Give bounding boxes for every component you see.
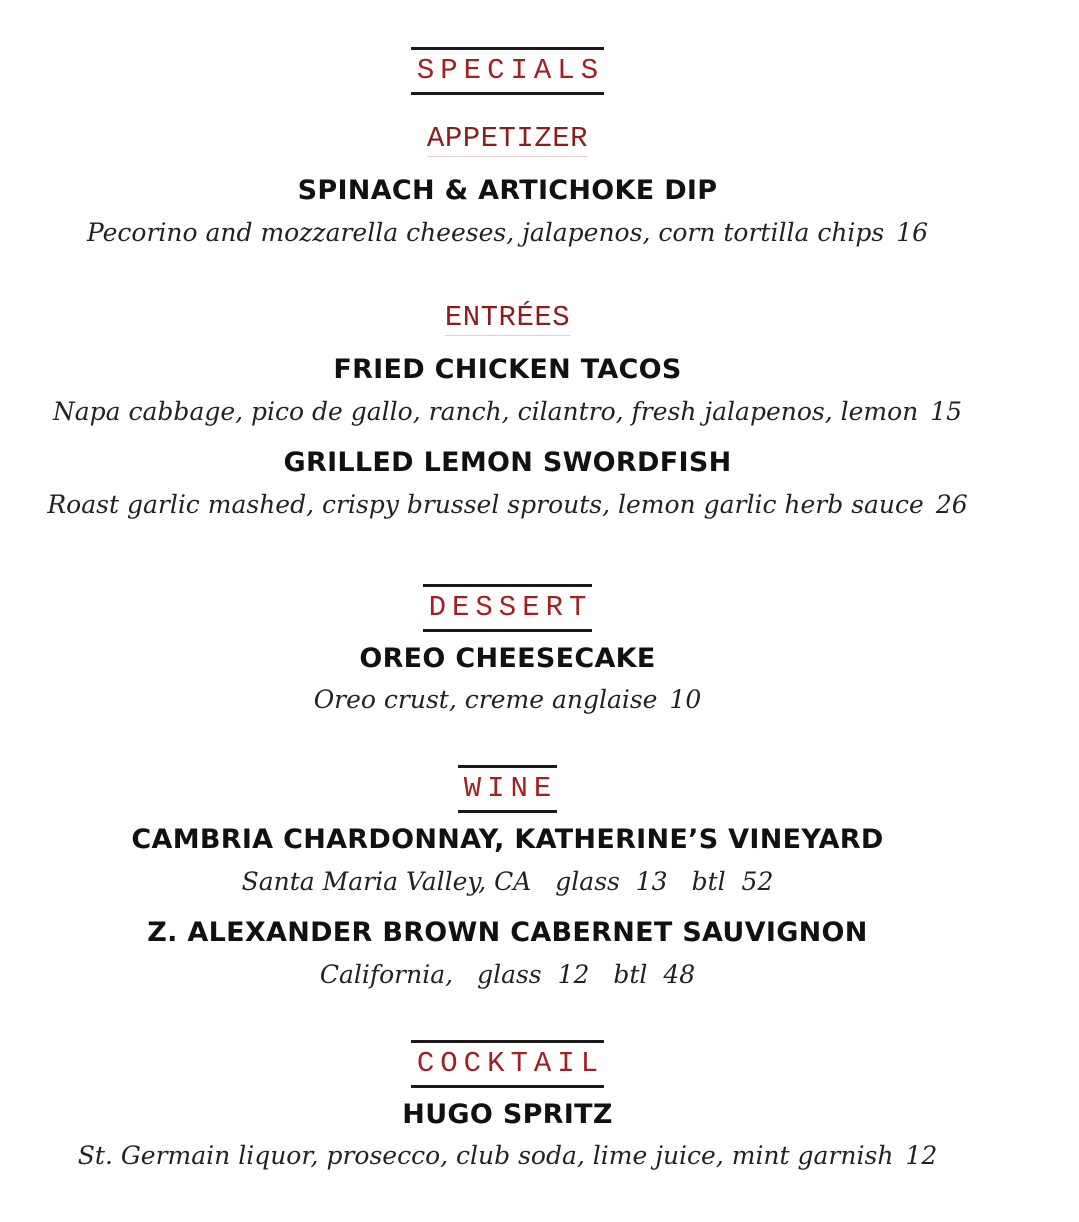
wine-heading-block	[0, 765, 1015, 813]
bottle-price: 48	[663, 960, 696, 989]
glass-label: glass	[555, 867, 620, 896]
menu-item-name: SPINACH & ARTICHOKE DIP	[297, 175, 718, 206]
menu-item-description-line	[0, 216, 1015, 250]
bottle-label: btl	[691, 867, 726, 896]
cocktail-heading-block	[0, 1040, 1015, 1088]
wine-heading: WINE	[458, 765, 558, 813]
bottle-label: btl	[613, 960, 648, 989]
bottle-price: 52	[741, 867, 774, 896]
cocktail-heading: COCKTAIL	[411, 1040, 604, 1088]
menu-item-name: GRILLED LEMON SWORDFISH	[283, 447, 732, 478]
glass-price: 13	[635, 867, 668, 896]
menu-item-description: Oreo crust, creme anglaise	[313, 685, 658, 714]
menu-item-name: HUGO SPRITZ	[402, 1099, 613, 1130]
menu-item-description-line	[0, 1139, 1015, 1173]
menu-item-price: 12	[905, 1141, 938, 1170]
dessert-heading: DESSERT	[423, 584, 593, 632]
dessert-heading-block	[0, 584, 1015, 632]
menu-item-description: St. Germain liquor, prosecco, club soda, lime juice, mint garnish	[77, 1141, 894, 1170]
wine-details-line	[0, 958, 1015, 992]
menu-item-price: 16	[896, 218, 929, 247]
menu-item-description-line	[0, 683, 1015, 717]
menu-item-description-line	[0, 488, 1015, 522]
menu-item-description: Napa cabbage, pico de gallo, ranch, cilantro, fresh jalapenos, lemon	[52, 397, 919, 426]
entrees-heading-block	[0, 301, 1015, 336]
menu-item-price: 15	[930, 397, 963, 426]
wine-origin: Santa Maria Valley, CA	[241, 867, 532, 896]
menu-item-description: Roast garlic mashed, crispy brussel sprouts, lemon garlic herb sauce	[47, 490, 924, 519]
appetizer-heading: APPETIZER	[426, 122, 589, 155]
glass-price: 12	[557, 960, 590, 989]
appetizer-heading-block	[0, 122, 1015, 157]
glass-label: glass	[477, 960, 542, 989]
entrees-heading: ENTRÉES	[444, 301, 571, 334]
menu-item-name: OREO CHEESECAKE	[359, 643, 656, 674]
menu-title: SPECIALS	[411, 47, 604, 95]
wine-origin: California,	[319, 960, 454, 989]
wine-details-line	[0, 865, 1015, 899]
menu-item-price: 10	[669, 685, 702, 714]
menu-item-name: FRIED CHICKEN TACOS	[333, 354, 682, 385]
menu-item-name: CAMBRIA CHARDONNAY, KATHERINE’S VINEYARD	[131, 824, 884, 855]
menu-title-block	[0, 47, 1015, 95]
menu-item-description-line	[0, 395, 1015, 429]
menu-item-name: Z. ALEXANDER BROWN CABERNET SAUVIGNON	[147, 917, 868, 948]
menu-item-price: 26	[935, 490, 968, 519]
menu-item-description: Pecorino and mozzarella cheeses, jalapenos, corn tortilla chips	[86, 218, 885, 247]
